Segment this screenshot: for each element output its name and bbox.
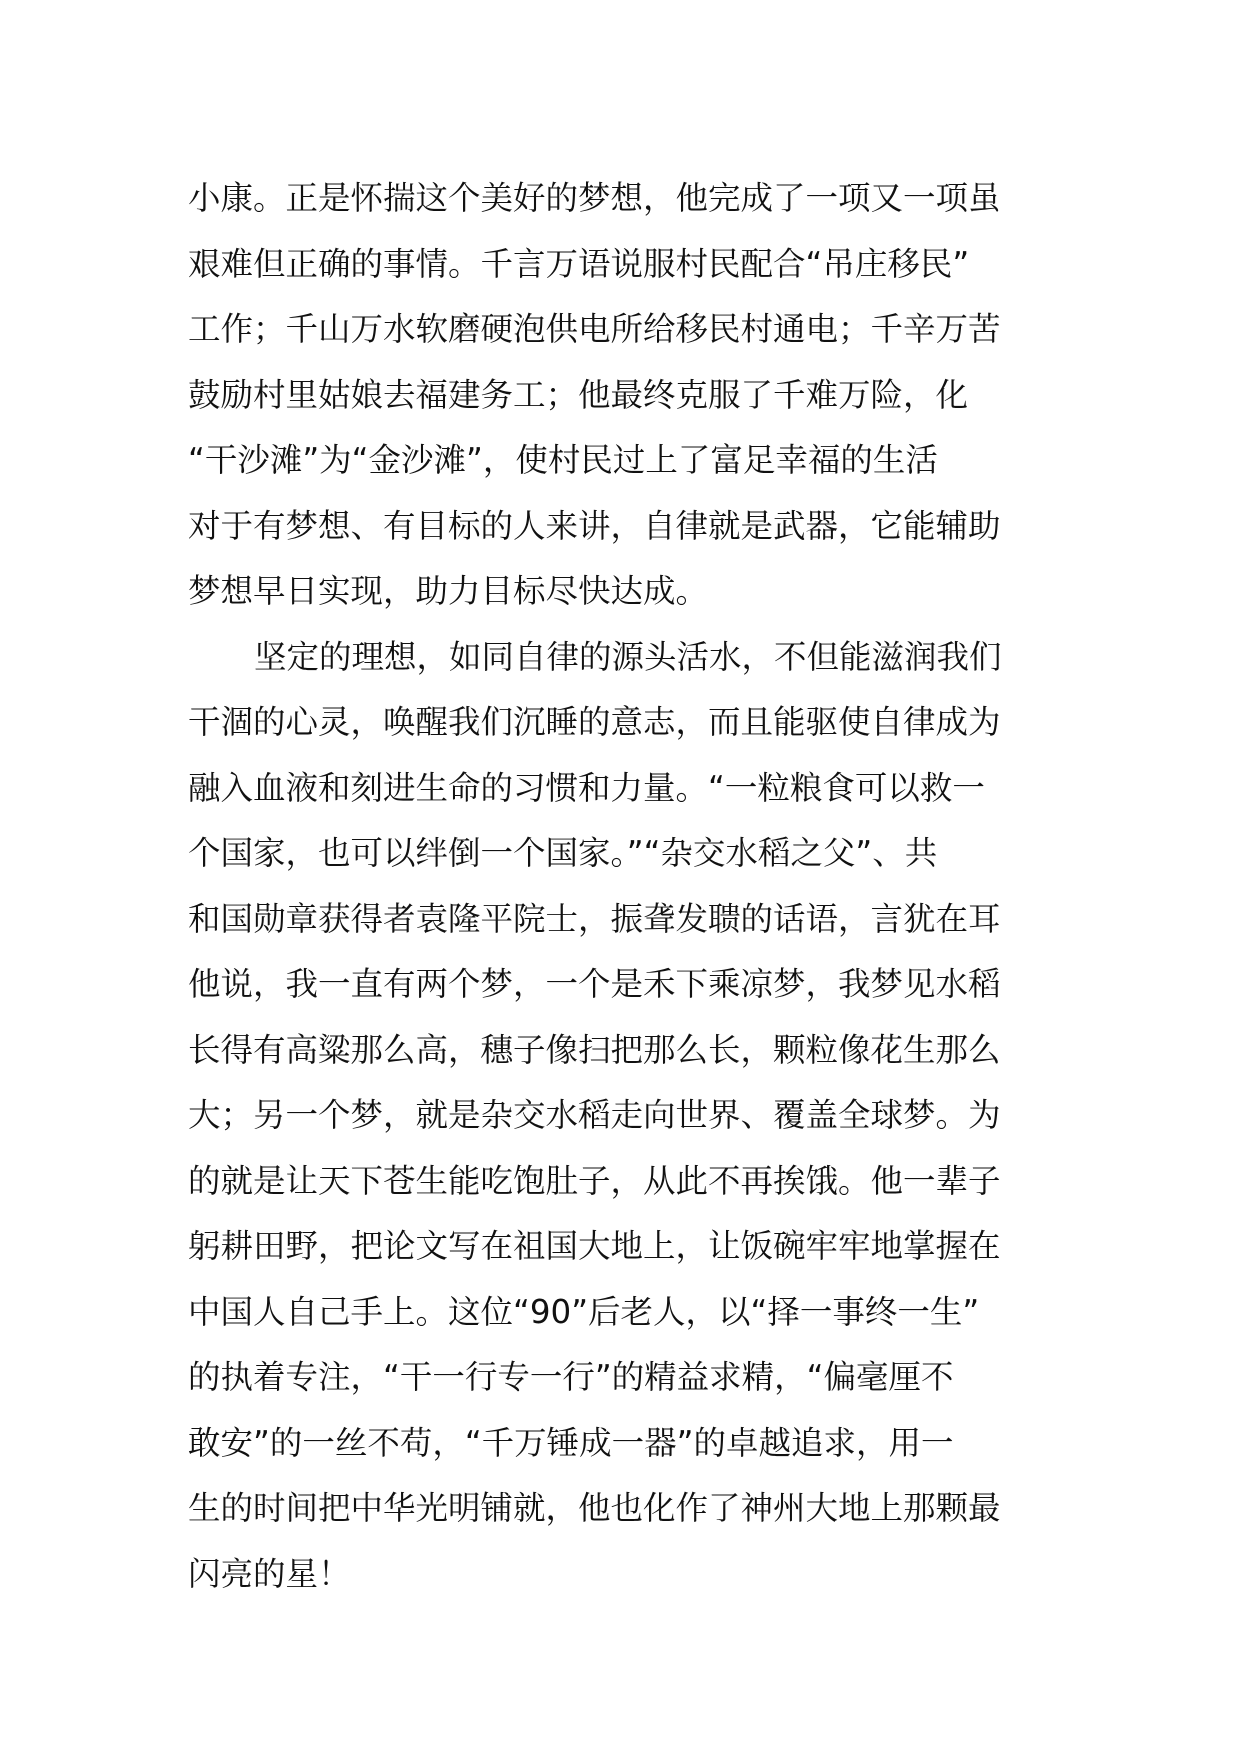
text-line: 大；另一个梦，就是杂交水稻走向世界、覆盖全球梦。为 xyxy=(188,1096,1001,1134)
text-line: 鼓励村里姑娘去福建务工；他最终克服了千难万险，化 xyxy=(188,375,969,414)
text-line: 小康。正是怀揣这个美好的梦想，他完成了一项又一项虽 xyxy=(188,179,1001,217)
text-line: 干涸的心灵，唤醒我们沉睡的意志，而且能驱使自律成为 xyxy=(188,703,1001,741)
text-line: “干沙滩”为“金沙滩”，使村民过上了富足幸福的生活 xyxy=(188,441,938,479)
text-line: 艰难但正确的事情。千言万语说服村民配合“吊庄移民” xyxy=(188,244,970,283)
text-line: 敢安”的一丝不苟，“千万锤成一器”的卓越追求，用一 xyxy=(188,1423,954,1462)
text-line: 的就是让天下苍生能吃饱肚子，从此不再挨饿。他一辈子 xyxy=(188,1161,1001,1200)
text-line-indented: 坚定的理想，如同自律的源头活水，不但能滋润我们 xyxy=(254,637,1002,676)
text-line: 和国勋章获得者袁隆平院士，振聋发聩的话语，言犹在耳 xyxy=(188,899,1001,938)
text-line: 梦想早日实现，助力目标尽快达成。 xyxy=(188,572,709,610)
body-text xyxy=(188,166,1068,1607)
text-line: 中国人自己手上。这位“90”后老人，以“择一事终一生” xyxy=(188,1292,980,1331)
text-line: 对于有梦想、有目标的人来讲，自律就是武器，它能辅助 xyxy=(188,506,1001,545)
text-line: 闪亮的星！ xyxy=(188,1554,351,1593)
text-line: 工作；千山万水软磨硬泡供电所给移民村通电；千辛万苦 xyxy=(188,310,1001,348)
text-line: 长得有高粱那么高，穗子像扫把那么长，颗粒像花生那么 xyxy=(188,1030,1001,1069)
text-line: 个国家，也可以绊倒一个国家。”“杂交水稻之父”、共 xyxy=(188,834,938,872)
text-line: 生的时间把中华光明铺就，他也化作了神州大地上那颗最 xyxy=(188,1489,1001,1527)
paragraph-2 xyxy=(188,625,1068,1608)
text-line: 他说，我一直有两个梦，一个是禾下乘凉梦，我梦见水稻 xyxy=(188,965,1001,1003)
paragraph-1 xyxy=(188,166,1068,625)
text-line: 的执着专注，“干一行专一行”的精益求精，“偏毫厘不 xyxy=(188,1358,954,1396)
text-line: 躬耕田野，把论文写在祖国大地上，让饭碗牢牢地掌握在 xyxy=(188,1227,1001,1265)
text-line: 融入血液和刻进生命的习惯和力量。“一粒粮食可以救一 xyxy=(188,768,985,807)
